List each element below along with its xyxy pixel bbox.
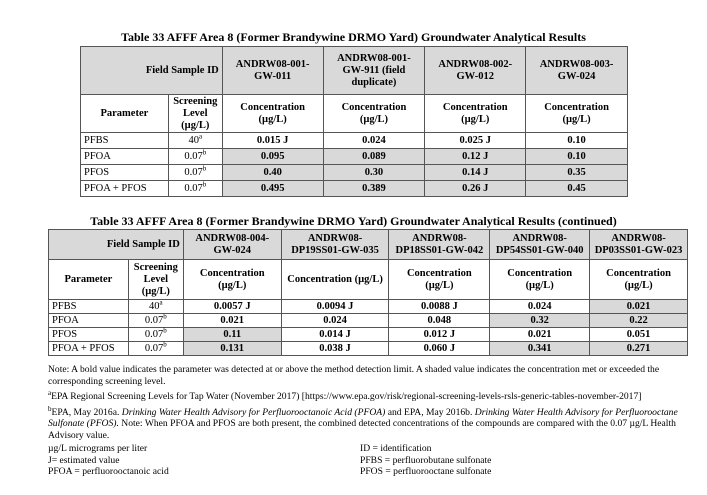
parameter-label: Parameter xyxy=(81,95,169,133)
concentration-cell: 0.131 xyxy=(183,342,281,356)
concentration-cell: 0.495 xyxy=(222,181,323,197)
sample-header: ANDRW08-001-GW-011 xyxy=(222,47,323,95)
screening-level-cell xyxy=(128,328,183,342)
definition: PFOS = perfluorooctane sulfonate xyxy=(360,466,492,477)
sample-header: ANDRW08-DP18SS01-GW-042 xyxy=(389,230,490,260)
concentration-cell: 0.0094 J xyxy=(281,300,389,314)
definitions-left xyxy=(48,443,169,478)
screening-level-value: 0.07 xyxy=(144,342,164,354)
screening-level-cell xyxy=(168,181,222,197)
concentration-label: Concentration (µg/L) xyxy=(590,260,688,300)
concentration-cell: 0.10 xyxy=(526,149,628,165)
concentration-cell: 0.35 xyxy=(526,165,628,181)
footnote-text: EPA, May 2016a. xyxy=(51,406,122,418)
concentration-cell: 0.051 xyxy=(590,328,688,342)
parameter-cell: PFBS xyxy=(81,133,169,149)
concentration-cell: 0.271 xyxy=(590,342,688,356)
footnote-a-text: EPA Regional Screening Levels for Tap Water (November 2017) [https://www.epa.gov/risk/regional-screening-levels-rsls-generic-tables-november-2017] xyxy=(51,391,642,402)
concentration-cell: 0.22 xyxy=(590,314,688,328)
screening-level-value: 40 xyxy=(188,134,199,146)
parameter-cell: PFBS xyxy=(49,300,129,314)
definition: J= estimated value xyxy=(48,454,120,466)
parameter-cell: PFOA xyxy=(49,314,129,328)
concentration-label: Concentration (µg/L) xyxy=(323,95,425,133)
concentration-label: Concentration (µg/L) xyxy=(183,260,281,300)
concentration-cell: 0.021 xyxy=(590,300,688,314)
concentration-cell: 0.389 xyxy=(323,181,425,197)
table-row xyxy=(49,342,688,356)
parameter-cell: PFOA + PFOS xyxy=(49,342,129,356)
screening-level-value: 0.07 xyxy=(144,314,164,326)
parameter-label: Parameter xyxy=(49,260,129,300)
table2-title: Table 33 AFFF Area 8 (Former Brandywine DRMO Yard) Groundwater Analytical Results (continued) xyxy=(90,214,617,228)
concentration-cell: 0.015 J xyxy=(222,133,323,149)
definition: ID = identification xyxy=(360,443,432,454)
screening-level-cell xyxy=(168,149,222,165)
concentration-cell: 0.30 xyxy=(323,165,425,181)
screening-level-label: Screening Level (µg/L) xyxy=(168,95,222,133)
concentration-cell: 0.341 xyxy=(490,342,590,356)
sample-header: ANDRW08-DP54SS01-GW-040 xyxy=(490,230,590,260)
sample-header: ANDRW08-002-GW-012 xyxy=(425,47,526,95)
footnote-a xyxy=(48,388,688,403)
parameter-cell: PFOS xyxy=(49,328,129,342)
screening-level-value: 40 xyxy=(149,300,160,312)
concentration-cell: 0.0057 J xyxy=(183,300,281,314)
footnote-marker: b xyxy=(202,148,207,156)
concentration-cell: 0.060 J xyxy=(389,342,490,356)
definition: PFBS = perfluorobutane sulfonate xyxy=(360,454,492,466)
concentration-cell: 0.021 xyxy=(490,328,590,342)
sample-header: ANDRW08-001-GW-911 (field duplicate) xyxy=(323,47,425,95)
concentration-label: Concentration (µg/L) xyxy=(281,260,389,300)
field-sample-id-label: Field Sample ID xyxy=(81,47,223,95)
concentration-cell: 0.012 J xyxy=(389,328,490,342)
concentration-cell: 0.14 J xyxy=(425,165,526,181)
concentration-label: Concentration (µg/L) xyxy=(222,95,323,133)
concentration-cell: 0.0088 J xyxy=(389,300,490,314)
footnote-marker: a xyxy=(159,298,163,306)
concentration-label: Concentration (µg/L) xyxy=(526,95,628,133)
concentration-cell: 0.095 xyxy=(222,149,323,165)
sample-header: ANDRW08-DP19SS01-GW-035 xyxy=(281,230,389,260)
table-row xyxy=(49,328,688,342)
screening-level-value: 0.07 xyxy=(144,328,164,340)
table-row xyxy=(81,181,628,197)
footnote-marker: b xyxy=(48,404,52,413)
definitions-right xyxy=(360,443,491,478)
table1 xyxy=(80,46,628,197)
concentration-label: Concentration (µg/L) xyxy=(425,95,526,133)
footnote-marker: a xyxy=(48,388,52,397)
table-row xyxy=(81,165,628,181)
concentration-cell: 0.024 xyxy=(281,314,389,328)
concentration-label: Concentration (µg/L) xyxy=(389,260,490,300)
concentration-cell: 0.10 xyxy=(526,133,628,149)
footnote-marker: b xyxy=(163,312,167,320)
screening-level-label: Screening Level (µg/L) xyxy=(128,260,183,300)
footnote-marker: b xyxy=(202,164,207,172)
screening-level-value: 0.07 xyxy=(184,166,203,178)
concentration-cell: 0.024 xyxy=(490,300,590,314)
concentration-cell: 0.024 xyxy=(323,133,425,149)
footnote-title: Drinking Water Health Advisory for Perfluorooctanoic Acid (PFOA) xyxy=(121,406,386,418)
footnote-text: and EPA, May 2016b. xyxy=(385,406,475,418)
parameter-cell: PFOA + PFOS xyxy=(81,181,169,197)
concentration-cell: 0.038 J xyxy=(281,342,389,356)
note-text: Note: A bold value indicates the parameter was detected at or above the method detection limit. A shaded value indicates the concentration met or exceeded the corresponding screening level. xyxy=(48,364,660,387)
concentration-cell: 0.048 xyxy=(389,314,490,328)
screening-level-cell xyxy=(168,133,222,149)
field-sample-id-label: Field Sample ID xyxy=(49,230,184,260)
parameter-cell: PFOA xyxy=(81,149,169,165)
concentration-cell: 0.45 xyxy=(526,181,628,197)
footnote-text: Note: When PFOA and PFOS are both present, the combined detected concentrations of the compounds are compared with the 0.07 µg/L Health Advisory value. xyxy=(48,418,676,441)
sample-header: ANDRW08-DP03SS01-GW-023 xyxy=(590,230,688,260)
footnote-marker: b xyxy=(202,180,207,188)
table-row xyxy=(81,133,628,149)
concentration-cell: 0.40 xyxy=(222,165,323,181)
definition: PFOA = perfluorooctanoic acid xyxy=(48,466,169,477)
table-row xyxy=(49,300,688,314)
concentration-cell: 0.089 xyxy=(323,149,425,165)
footnote-marker: a xyxy=(198,132,203,140)
concentration-label: Concentration (µg/L) xyxy=(490,260,590,300)
footnote-b xyxy=(48,404,688,442)
sample-header: ANDRW08-004-GW-024 xyxy=(183,230,281,260)
screening-level-cell xyxy=(128,300,183,314)
sample-header: ANDRW08-003-GW-024 xyxy=(526,47,628,95)
footnote-title: Drinking Water Health Advisory for Perfluorooctane Sulfonate (PFOS). xyxy=(48,406,678,429)
screening-level-cell xyxy=(128,314,183,328)
concentration-cell: 0.014 J xyxy=(281,328,389,342)
concentration-cell: 0.26 J xyxy=(425,181,526,197)
table-row xyxy=(49,314,688,328)
screening-level-cell xyxy=(168,165,222,181)
table1-title: Table 33 AFFF Area 8 (Former Brandywine DRMO Yard) Groundwater Analytical Results xyxy=(121,30,586,44)
table-row xyxy=(81,149,628,165)
footnote-marker: b xyxy=(163,326,167,334)
screening-level-value: 0.07 xyxy=(184,182,203,194)
notes-block xyxy=(48,364,688,441)
definition: µg/L micrograms per liter xyxy=(48,443,148,454)
concentration-cell: 0.025 J xyxy=(425,133,526,149)
footnote-marker: b xyxy=(163,340,167,348)
screening-level-cell xyxy=(128,342,183,356)
table2 xyxy=(48,229,688,356)
concentration-cell: 0.32 xyxy=(490,314,590,328)
concentration-cell: 0.11 xyxy=(183,328,281,342)
concentration-cell: 0.021 xyxy=(183,314,281,328)
concentration-cell: 0.12 J xyxy=(425,149,526,165)
screening-level-value: 0.07 xyxy=(184,150,203,162)
parameter-cell: PFOS xyxy=(81,165,169,181)
